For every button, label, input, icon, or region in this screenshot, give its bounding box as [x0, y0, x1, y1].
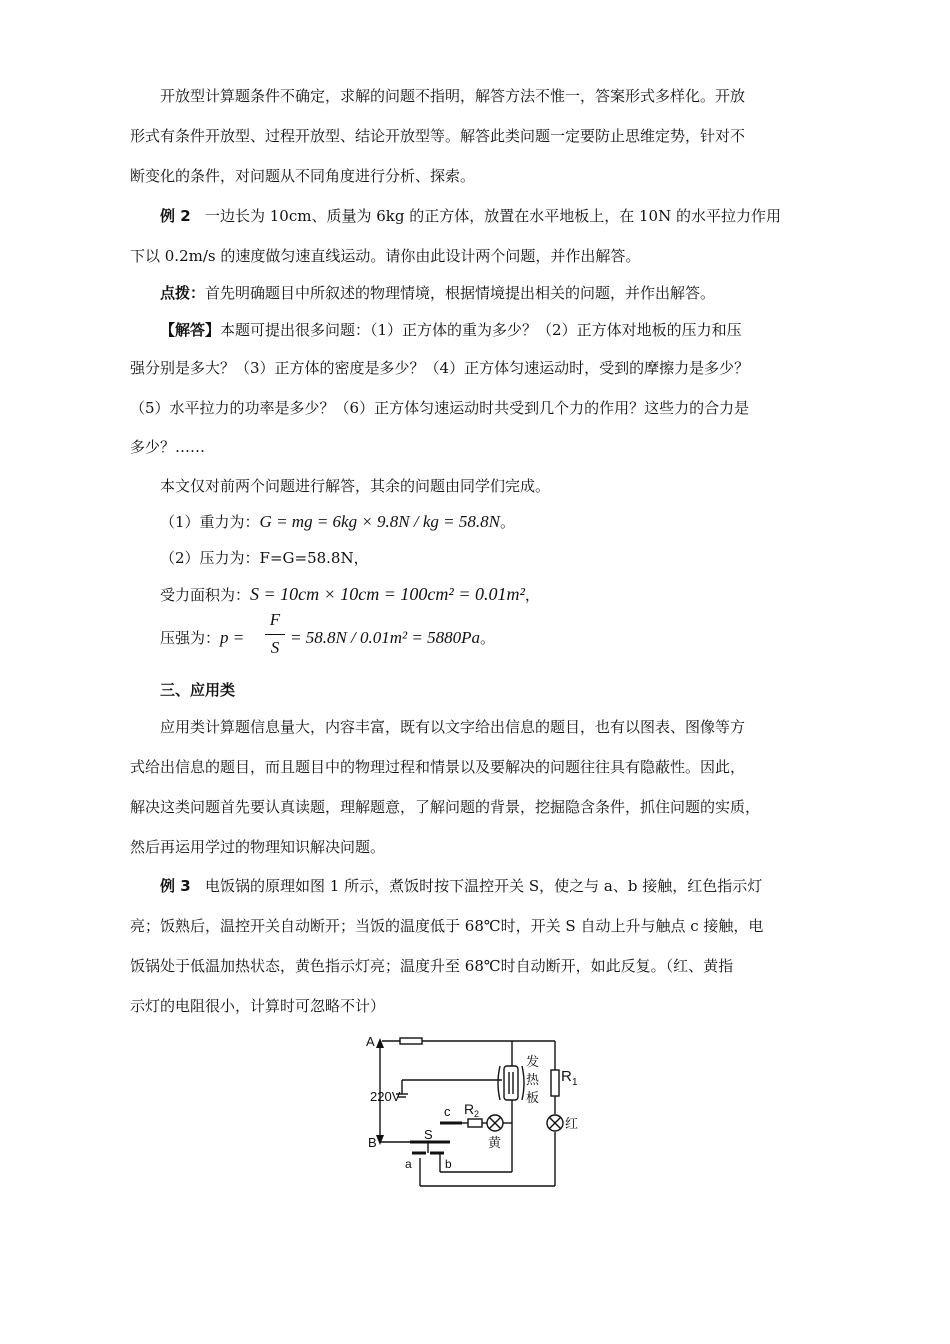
answer-line: 强分别是多大？（3）正方体的密度是多少？（4）正方体匀速运动时，受到的摩擦力是多少？ — [130, 359, 750, 377]
pressure-denominator: S — [270, 638, 280, 657]
pressure-formula: = 58.8N / 0.01m² = 5880Pa — [290, 628, 481, 647]
label-heater-3: 板 — [526, 1090, 540, 1105]
label-r2: R — [464, 1101, 475, 1117]
paragraph-line: 形式有条件开放型、过程开放型、结论开放型等。解答此类问题一定要防止思维定势，针对不 — [130, 127, 746, 145]
label-r1: R — [561, 1068, 572, 1085]
pressure-line — [160, 628, 244, 648]
example-text: 下以 0.2m/s 的速度做匀速直线运动。请你由此设计两个问题，并作出解答。 — [130, 247, 641, 265]
paragraph-line: 解决这类问题首先要认真读题，理解题意，了解问题的背景，挖掘隐含条件，抓住问题的实质， — [130, 798, 761, 816]
example-2 — [160, 206, 781, 226]
label-red: 红 — [565, 1116, 579, 1131]
example-text: 饭锅处于低温加热状态，黄色指示灯亮；温度升至 68℃时自动断开，如此反复。（红、黄指 — [130, 957, 734, 975]
hint — [160, 283, 715, 303]
answer-line: （5）水平拉力的功率是多少？（6）正方体匀速运动时共受到几个力的作用？这些力的合力是 — [130, 399, 750, 417]
paragraph-line: 断变化的条件，对问题从不同角度进行分析、探索。 — [130, 167, 476, 185]
pressure-lhs: p = — [220, 628, 245, 647]
label-c: c — [444, 1104, 451, 1119]
pressure-rhs — [290, 628, 495, 648]
answer-line: 本文仅对前两个问题进行解答，其余的问题由同学们完成。 — [160, 477, 551, 495]
section-heading: 三、应用类 — [160, 681, 236, 699]
pressure-numerator: F — [269, 610, 281, 629]
paragraph-line: 开放型计算题条件不确定，求解的问题不指明，解答方法不惟一，答案形式多样化。开放 — [160, 87, 746, 105]
area-prefix: 受力面积为： — [160, 586, 251, 604]
label-heater-1: 发 — [526, 1054, 540, 1069]
paragraph-line: 应用类计算题信息量大，内容丰富，既有以文字给出信息的题目，也有以图表、图像等方 — [160, 718, 746, 736]
heating-plate — [504, 1066, 518, 1100]
label-r1-sub: 1 — [572, 1077, 578, 1088]
paragraph-line: 然后再运用学过的物理知识解决问题。 — [130, 838, 386, 856]
answer-label: 【解答】 — [160, 321, 221, 339]
area-end: ， — [524, 586, 540, 604]
gravity-prefix: （1）重力为： — [160, 513, 260, 531]
gravity-end: 。 — [499, 513, 515, 531]
area-line — [160, 584, 540, 605]
example-label: 例 3 — [160, 877, 191, 895]
hint-text: 首先明确题目中所叙述的物理情境，根据情境提出相关的问题，并作出解答。 — [205, 284, 716, 302]
fraction-bar — [265, 634, 285, 635]
label-r2-sub: 2 — [474, 1109, 480, 1119]
example-label: 例 2 — [160, 207, 191, 225]
label-voltage: 220V — [370, 1089, 401, 1104]
example-text: 示灯的电阻很小，计算时可忽略不计） — [130, 997, 386, 1015]
label-s: S — [424, 1127, 433, 1142]
example-3 — [160, 876, 762, 896]
pressure-prefix: 压强为： — [160, 629, 221, 647]
hint-label: 点拨： — [160, 284, 206, 302]
label-heater-2: 热 — [526, 1072, 540, 1087]
example-text: 电饭锅的原理如图 1 所示，煮饭时按下温控开关 S，使之与 a、b 接触，红色指示灯 — [204, 877, 763, 895]
answer-line: 多少？…… — [130, 438, 206, 456]
label-yellow: 黄 — [488, 1135, 502, 1150]
circuit-diagram — [355, 1025, 595, 1195]
example-text: 一边长为 10cm、质量为 6kg 的正方体，放置在水平地板上，在 10N 的水平拉力作用 — [204, 207, 781, 225]
pressure-end: 。 — [480, 629, 496, 647]
area-formula: S = 10cm × 10cm = 100cm² = 0.01m² — [250, 584, 525, 604]
paragraph-line: 式给出信息的题目，而且题目中的物理过程和情景以及要解决的问题往往具有隐蔽性。因此， — [130, 758, 746, 776]
label-b-terminal: B — [368, 1135, 377, 1150]
label-a: a — [405, 1157, 412, 1171]
gravity-line — [160, 512, 515, 532]
resistor-r1 — [551, 1070, 559, 1096]
example-text: 亮；饭熟后，温控开关自动断开；当饭的温度低于 68℃时，开关 S 自动上升与触点 c 接触，电 — [130, 917, 764, 935]
force-line: （2）压力为：F=G=58.8N， — [160, 549, 369, 567]
gravity-formula: G = mg = 6kg × 9.8N / kg = 58.8N — [259, 512, 500, 531]
resistor-r2 — [468, 1119, 482, 1127]
label-a-terminal: A — [366, 1034, 375, 1049]
answer — [160, 320, 742, 340]
fuse — [400, 1038, 422, 1044]
label-b: b — [445, 1157, 452, 1171]
answer-text: 本题可提出很多问题：（1）正方体的重为多少？（2）正方体对地板的压力和压 — [220, 321, 742, 339]
